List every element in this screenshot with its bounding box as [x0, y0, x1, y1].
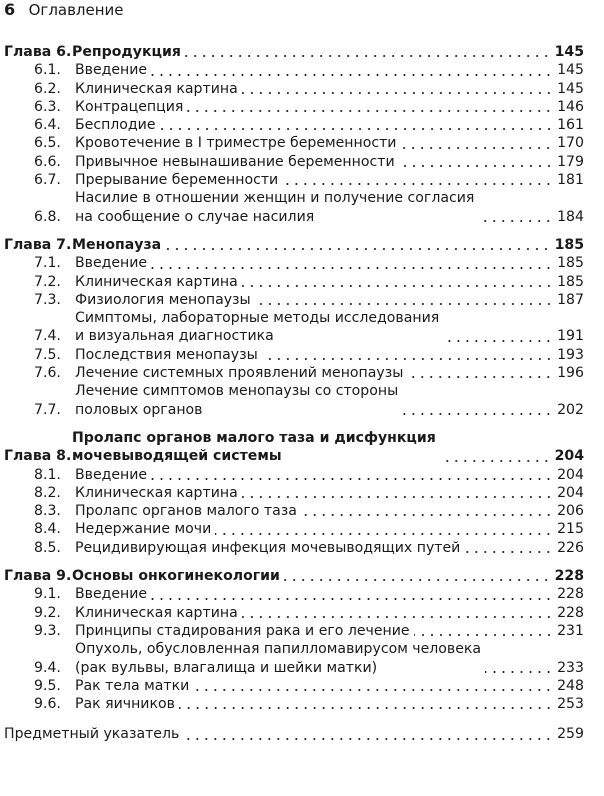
section-title: Принципы стадирования рака и его лечение	[75, 622, 410, 639]
section-title: Недержание мочи	[75, 521, 212, 538]
dot-leader	[242, 616, 553, 618]
dot-leader	[255, 303, 553, 305]
page-ref: 146	[557, 98, 584, 115]
toc-section-entry[interactable]	[0, 98, 604, 116]
page-ref: 193	[557, 346, 584, 363]
toc-section-entry[interactable]	[0, 364, 604, 382]
header-title: Оглавление	[28, 1, 124, 19]
table-of-contents	[0, 43, 604, 744]
section-number: 9.6.	[34, 696, 61, 713]
dot-leader	[485, 671, 553, 673]
dot-leader	[282, 183, 553, 185]
dot-leader	[185, 55, 551, 57]
dot-leader	[151, 74, 553, 76]
section-title: Введение	[75, 586, 148, 603]
toc-section-entry[interactable]	[0, 346, 604, 364]
page-ref: 253	[557, 696, 584, 713]
toc-section-entry[interactable]	[0, 585, 604, 603]
toc-section-entry[interactable]	[0, 254, 604, 272]
dot-leader	[478, 220, 553, 222]
section-number: 7.3.	[34, 291, 61, 308]
section-title: Насилие в отношении женщин и получение согласия на сообщение о случае насилия	[75, 190, 475, 225]
section-title: Введение	[75, 62, 148, 79]
page-ref: 226	[557, 539, 584, 556]
toc-section-entry[interactable]	[0, 153, 604, 171]
section-number: 7.1.	[34, 255, 61, 272]
toc-section-entry[interactable]	[0, 309, 604, 346]
dot-leader	[262, 358, 553, 360]
section-title: Пролапс органов малого таза	[75, 503, 297, 520]
toc-section-entry[interactable]	[0, 695, 604, 713]
dot-leader	[464, 551, 553, 553]
dot-leader	[242, 285, 553, 287]
page-ref: 206	[557, 503, 584, 520]
dot-leader	[151, 478, 553, 480]
toc-section-entry[interactable]	[0, 61, 604, 79]
section-title: Симптомы, лабораторные методы исследования и визуальная диагностика	[75, 310, 440, 345]
toc-section-entry[interactable]	[0, 677, 604, 695]
chapter-number: Глава 6.	[4, 44, 72, 60]
dot-leader	[284, 579, 551, 581]
toc-chapter-entry[interactable]	[0, 429, 604, 466]
section-title: Рак тела матки	[75, 677, 190, 694]
page-ref: 233	[557, 659, 584, 676]
page-ref: 184	[557, 208, 584, 225]
chapter-title: Пролапс органов малого таза и дисфункция мочевыводящей системы	[72, 429, 436, 465]
page-ref: 170	[557, 135, 584, 152]
section-number: 8.1.	[34, 466, 61, 483]
section-title: Привычное невынашивание беременности	[75, 153, 395, 170]
section-title: Клиническая картина	[75, 604, 238, 621]
page-ref: 231	[557, 622, 584, 639]
page-ref: 228	[557, 586, 584, 603]
section-number: 9.1.	[34, 586, 61, 603]
page-ref: 185	[557, 255, 584, 272]
toc-section-entry[interactable]	[0, 134, 604, 152]
toc-section-entry[interactable]	[0, 466, 604, 484]
section-title: Рак яичников	[75, 696, 175, 713]
page-ref: 204	[554, 448, 584, 465]
dot-leader	[151, 598, 553, 600]
page-ref: 145	[554, 44, 584, 60]
chapter-number: Глава 9.	[4, 568, 72, 585]
page-ref: 202	[557, 401, 584, 418]
section-title: Лечение симптомов менопаузы со стороны половых органов	[75, 383, 399, 418]
section-number: 7.2.	[34, 273, 61, 290]
chapter-title: Менопауза	[72, 236, 162, 253]
toc-chapter-entry[interactable]	[0, 567, 604, 585]
page-ref: 228	[554, 568, 584, 585]
section-title: Опухоль, обусловленная папилломавирусом человека (рак вульвы, влагалища и шейки матки)	[75, 641, 482, 676]
section-title: Кровотечение в I триместре беременности	[75, 135, 397, 152]
section-number: 6.2.	[34, 80, 61, 97]
dot-leader	[301, 514, 553, 516]
toc-chapter-entry[interactable]	[0, 43, 604, 61]
section-title: Последствия менопаузы	[75, 346, 258, 363]
page-ref: 185	[554, 236, 584, 253]
toc-section-entry[interactable]	[0, 484, 604, 502]
section-number: 6.5.	[34, 135, 61, 152]
section-number: 8.2.	[34, 484, 61, 501]
section-number: 8.4.	[34, 521, 61, 538]
page-ref: 228	[557, 604, 584, 621]
dot-leader	[414, 634, 554, 636]
section-title: Бесплодие	[75, 117, 156, 134]
toc-section-entry[interactable]	[0, 171, 604, 189]
section-number: 9.3.	[34, 622, 61, 639]
page-header	[4, 0, 124, 20]
toc-chapter-entry[interactable]	[0, 236, 604, 254]
section-number: 9.4.	[34, 659, 61, 676]
dot-leader	[187, 110, 553, 112]
page-number: 6	[4, 0, 16, 19]
section-title: Клиническая картина	[75, 484, 238, 501]
section-title: Контрацепция	[75, 98, 184, 115]
page-ref: 179	[557, 153, 584, 170]
page-ref: 196	[557, 365, 584, 382]
section-title: Прерывание беременности	[75, 172, 279, 189]
chapter-title: Основы онкогинекологии	[72, 568, 280, 585]
dot-leader	[183, 738, 553, 740]
section-number: 7.4.	[34, 328, 61, 345]
page-ref: 191	[557, 328, 584, 345]
page-ref: 204	[557, 466, 584, 483]
chapter-number: Глава 7.	[4, 236, 72, 253]
section-number: 6.4.	[34, 117, 61, 134]
dot-leader	[165, 248, 550, 250]
page-ref: 248	[557, 677, 584, 694]
page-ref: 204	[557, 484, 584, 501]
index-title: Предметный указатель	[4, 726, 180, 743]
toc-section-entry[interactable]	[0, 273, 604, 291]
dot-leader	[242, 92, 553, 94]
toc-section-entry[interactable]	[0, 520, 604, 538]
section-number: 6.6.	[34, 153, 61, 170]
section-title: Введение	[75, 466, 148, 483]
section-title: Клиническая картина	[75, 273, 238, 290]
dot-leader	[402, 413, 553, 415]
section-number: 6.1.	[34, 62, 61, 79]
section-number: 8.5.	[34, 539, 61, 556]
page-ref: 185	[557, 273, 584, 290]
toc-index-entry[interactable]	[0, 725, 604, 743]
toc-section-entry[interactable]	[0, 539, 604, 557]
page-ref: 215	[557, 521, 584, 538]
dot-leader	[193, 689, 553, 691]
section-number: 7.6.	[34, 365, 61, 382]
section-title: Физиология менопаузы	[75, 291, 251, 308]
section-number: 7.7.	[34, 401, 61, 418]
toc-section-entry[interactable]	[0, 382, 604, 419]
section-title: Рецидивирующая инфекция мочевыводящих путей	[75, 539, 461, 556]
dot-leader	[179, 707, 553, 709]
dot-leader	[407, 376, 553, 378]
toc-section-entry[interactable]	[0, 80, 604, 98]
section-number: 6.3.	[34, 98, 61, 115]
section-number: 6.8.	[34, 208, 61, 225]
page-ref: 259	[557, 726, 584, 743]
toc-section-entry[interactable]	[0, 189, 604, 226]
page-ref: 145	[557, 62, 584, 79]
section-number: 9.2.	[34, 604, 61, 621]
dot-leader	[160, 128, 554, 130]
dot-leader	[242, 496, 553, 498]
section-number: 8.3.	[34, 503, 61, 520]
section-number: 7.5.	[34, 346, 61, 363]
section-title: Введение	[75, 255, 148, 272]
section-number: 6.7.	[34, 172, 61, 189]
page-ref: 187	[557, 291, 584, 308]
toc-section-entry[interactable]	[0, 116, 604, 134]
dot-leader	[215, 533, 553, 535]
toc-section-entry[interactable]	[0, 622, 604, 640]
section-title: Клиническая картина	[75, 80, 238, 97]
dot-leader	[443, 340, 553, 342]
toc-section-entry[interactable]	[0, 604, 604, 622]
toc-section-entry[interactable]	[0, 502, 604, 520]
section-number: 9.5.	[34, 677, 61, 694]
page-ref: 161	[557, 117, 584, 134]
section-title: Лечение системных проявлений менопаузы	[75, 365, 404, 382]
chapter-title: Репродукция	[72, 44, 181, 60]
page-ref: 181	[557, 172, 584, 189]
page-ref: 145	[557, 80, 584, 97]
chapter-number: Глава 8.	[4, 448, 72, 465]
dot-leader	[151, 267, 553, 269]
dot-leader	[399, 165, 553, 167]
dot-leader	[440, 460, 551, 462]
toc-section-entry[interactable]	[0, 640, 604, 677]
dot-leader	[400, 147, 553, 149]
toc-section-entry[interactable]	[0, 291, 604, 309]
